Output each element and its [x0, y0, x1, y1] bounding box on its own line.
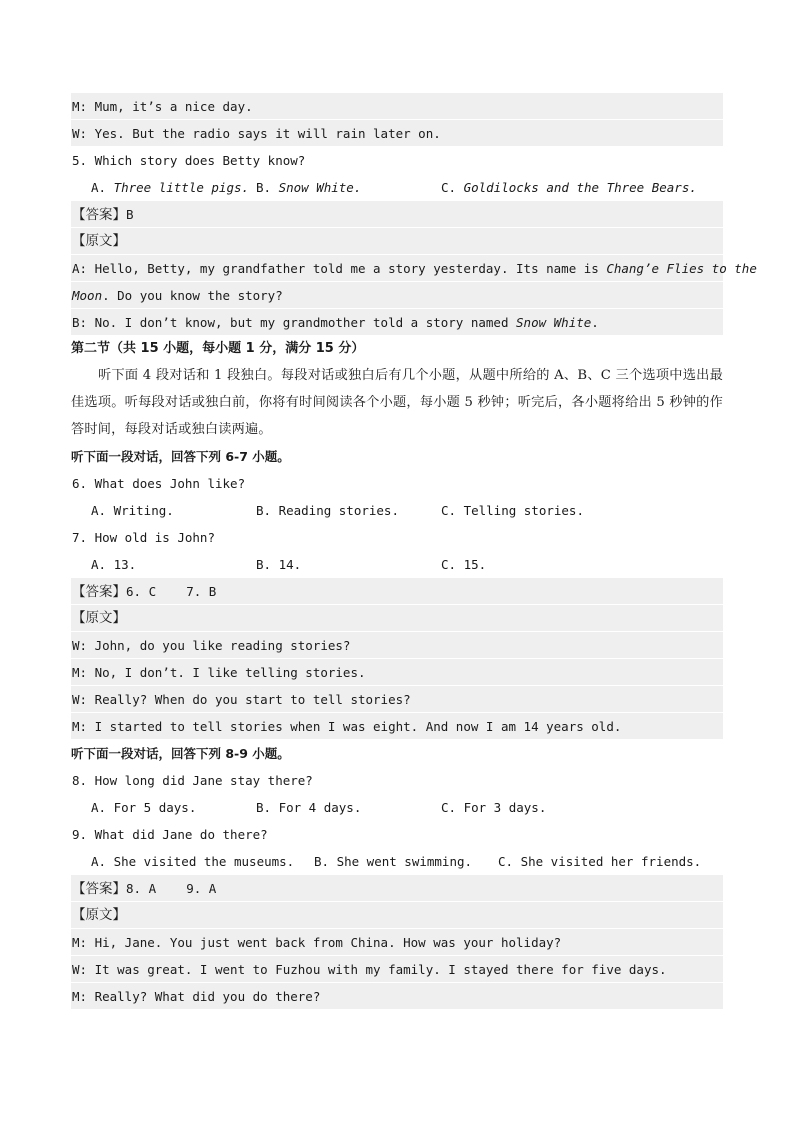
option-c: C. Telling stories. — [441, 503, 584, 518]
transcript-line: B: No. I don’t know, but my grandmother told a story named Snow White. — [71, 309, 723, 336]
transcript-line: W: It was great. I went to Fuzhou with my family. I stayed there for five days. — [71, 956, 723, 983]
dialog-line: M: Mum, it’s a nice day. — [71, 93, 723, 120]
section-instructions: 听下面 4 段对话和 1 段独白。每段对话或独白后有几个小题，从题中所给的 A、B、C 三个选项中选出最佳选项。听每段对话或独白前，你将有时间阅读各个小题，每小题 5 秒钟；听完后，各小题将给出 5 秒钟的作答时间，每段对话或独白读两遍。 — [71, 368, 723, 437]
option-b: B. For 4 days. — [256, 800, 362, 815]
option-c: C. She visited her friends. — [498, 854, 702, 869]
option-a: A. For 5 days. — [91, 800, 197, 815]
question-6: 6. What does John like? — [72, 476, 246, 491]
question-9: 9. What did Jane do there? — [72, 827, 268, 842]
question-6-options — [71, 497, 723, 524]
question-5: 5. Which story does Betty know? — [72, 153, 306, 168]
page-content — [71, 93, 757, 1010]
option-b: B. Snow White. — [256, 180, 362, 195]
transcript-line: M: I started to tell stories when I was eight. And now I am 14 years old. — [71, 713, 723, 740]
transcript-line: A: Hello, Betty, my grandfather told me a story yesterday. Its name is Chang’e Flies to the — [71, 255, 723, 282]
source-label: 【原文】 — [71, 605, 723, 632]
option-a: A. She visited the museums. — [91, 854, 295, 869]
transcript-line: M: Hi, Jane. You just went back from China. How was your holiday? — [71, 929, 723, 956]
question-7: 7. How old is John? — [72, 530, 215, 545]
answer-line: 【答案】B — [71, 201, 723, 228]
transcript-line: W: John, do you like reading stories? — [71, 632, 723, 659]
question-9-options — [71, 848, 723, 875]
transcript-line: W: Really? When do you start to tell stories? — [71, 686, 723, 713]
source-label: 【原文】 — [71, 228, 723, 255]
dialog-line: W: Yes. But the radio says it will rain later on. — [71, 120, 723, 147]
section-heading: 第二节（共 15 小题，每小题 1 分，满分 15 分） — [71, 341, 365, 356]
source-label: 【原文】 — [71, 902, 723, 929]
question-5-options — [71, 174, 723, 201]
option-a: A. Writing. — [91, 503, 174, 518]
transcript-line: Moon. Do you know the story? — [71, 282, 723, 309]
question-8-options — [71, 794, 723, 821]
option-c: C. For 3 days. — [441, 800, 547, 815]
option-c: C. Goldilocks and the Three Bears. — [441, 180, 697, 195]
option-a: A. 13. — [91, 557, 137, 572]
option-a: A. Three little pigs. — [91, 180, 250, 195]
option-c: C. 15. — [441, 557, 487, 572]
question-7-options — [71, 551, 723, 578]
question-8: 8. How long did Jane stay there? — [72, 773, 313, 788]
group-instruction: 听下面一段对话，回答下列 8-9 小题。 — [71, 746, 290, 761]
transcript-line: M: No, I don’t. I like telling stories. — [71, 659, 723, 686]
answer-line: 【答案】6. C 7. B — [71, 578, 723, 605]
transcript-line: M: Really? What did you do there? — [71, 983, 723, 1010]
option-b: B. 14. — [256, 557, 302, 572]
answer-line: 【答案】8. A 9. A — [71, 875, 723, 902]
group-instruction: 听下面一段对话，回答下列 6-7 小题。 — [71, 449, 290, 464]
option-b: B. Reading stories. — [256, 503, 399, 518]
option-b: B. She went swimming. — [314, 854, 473, 869]
